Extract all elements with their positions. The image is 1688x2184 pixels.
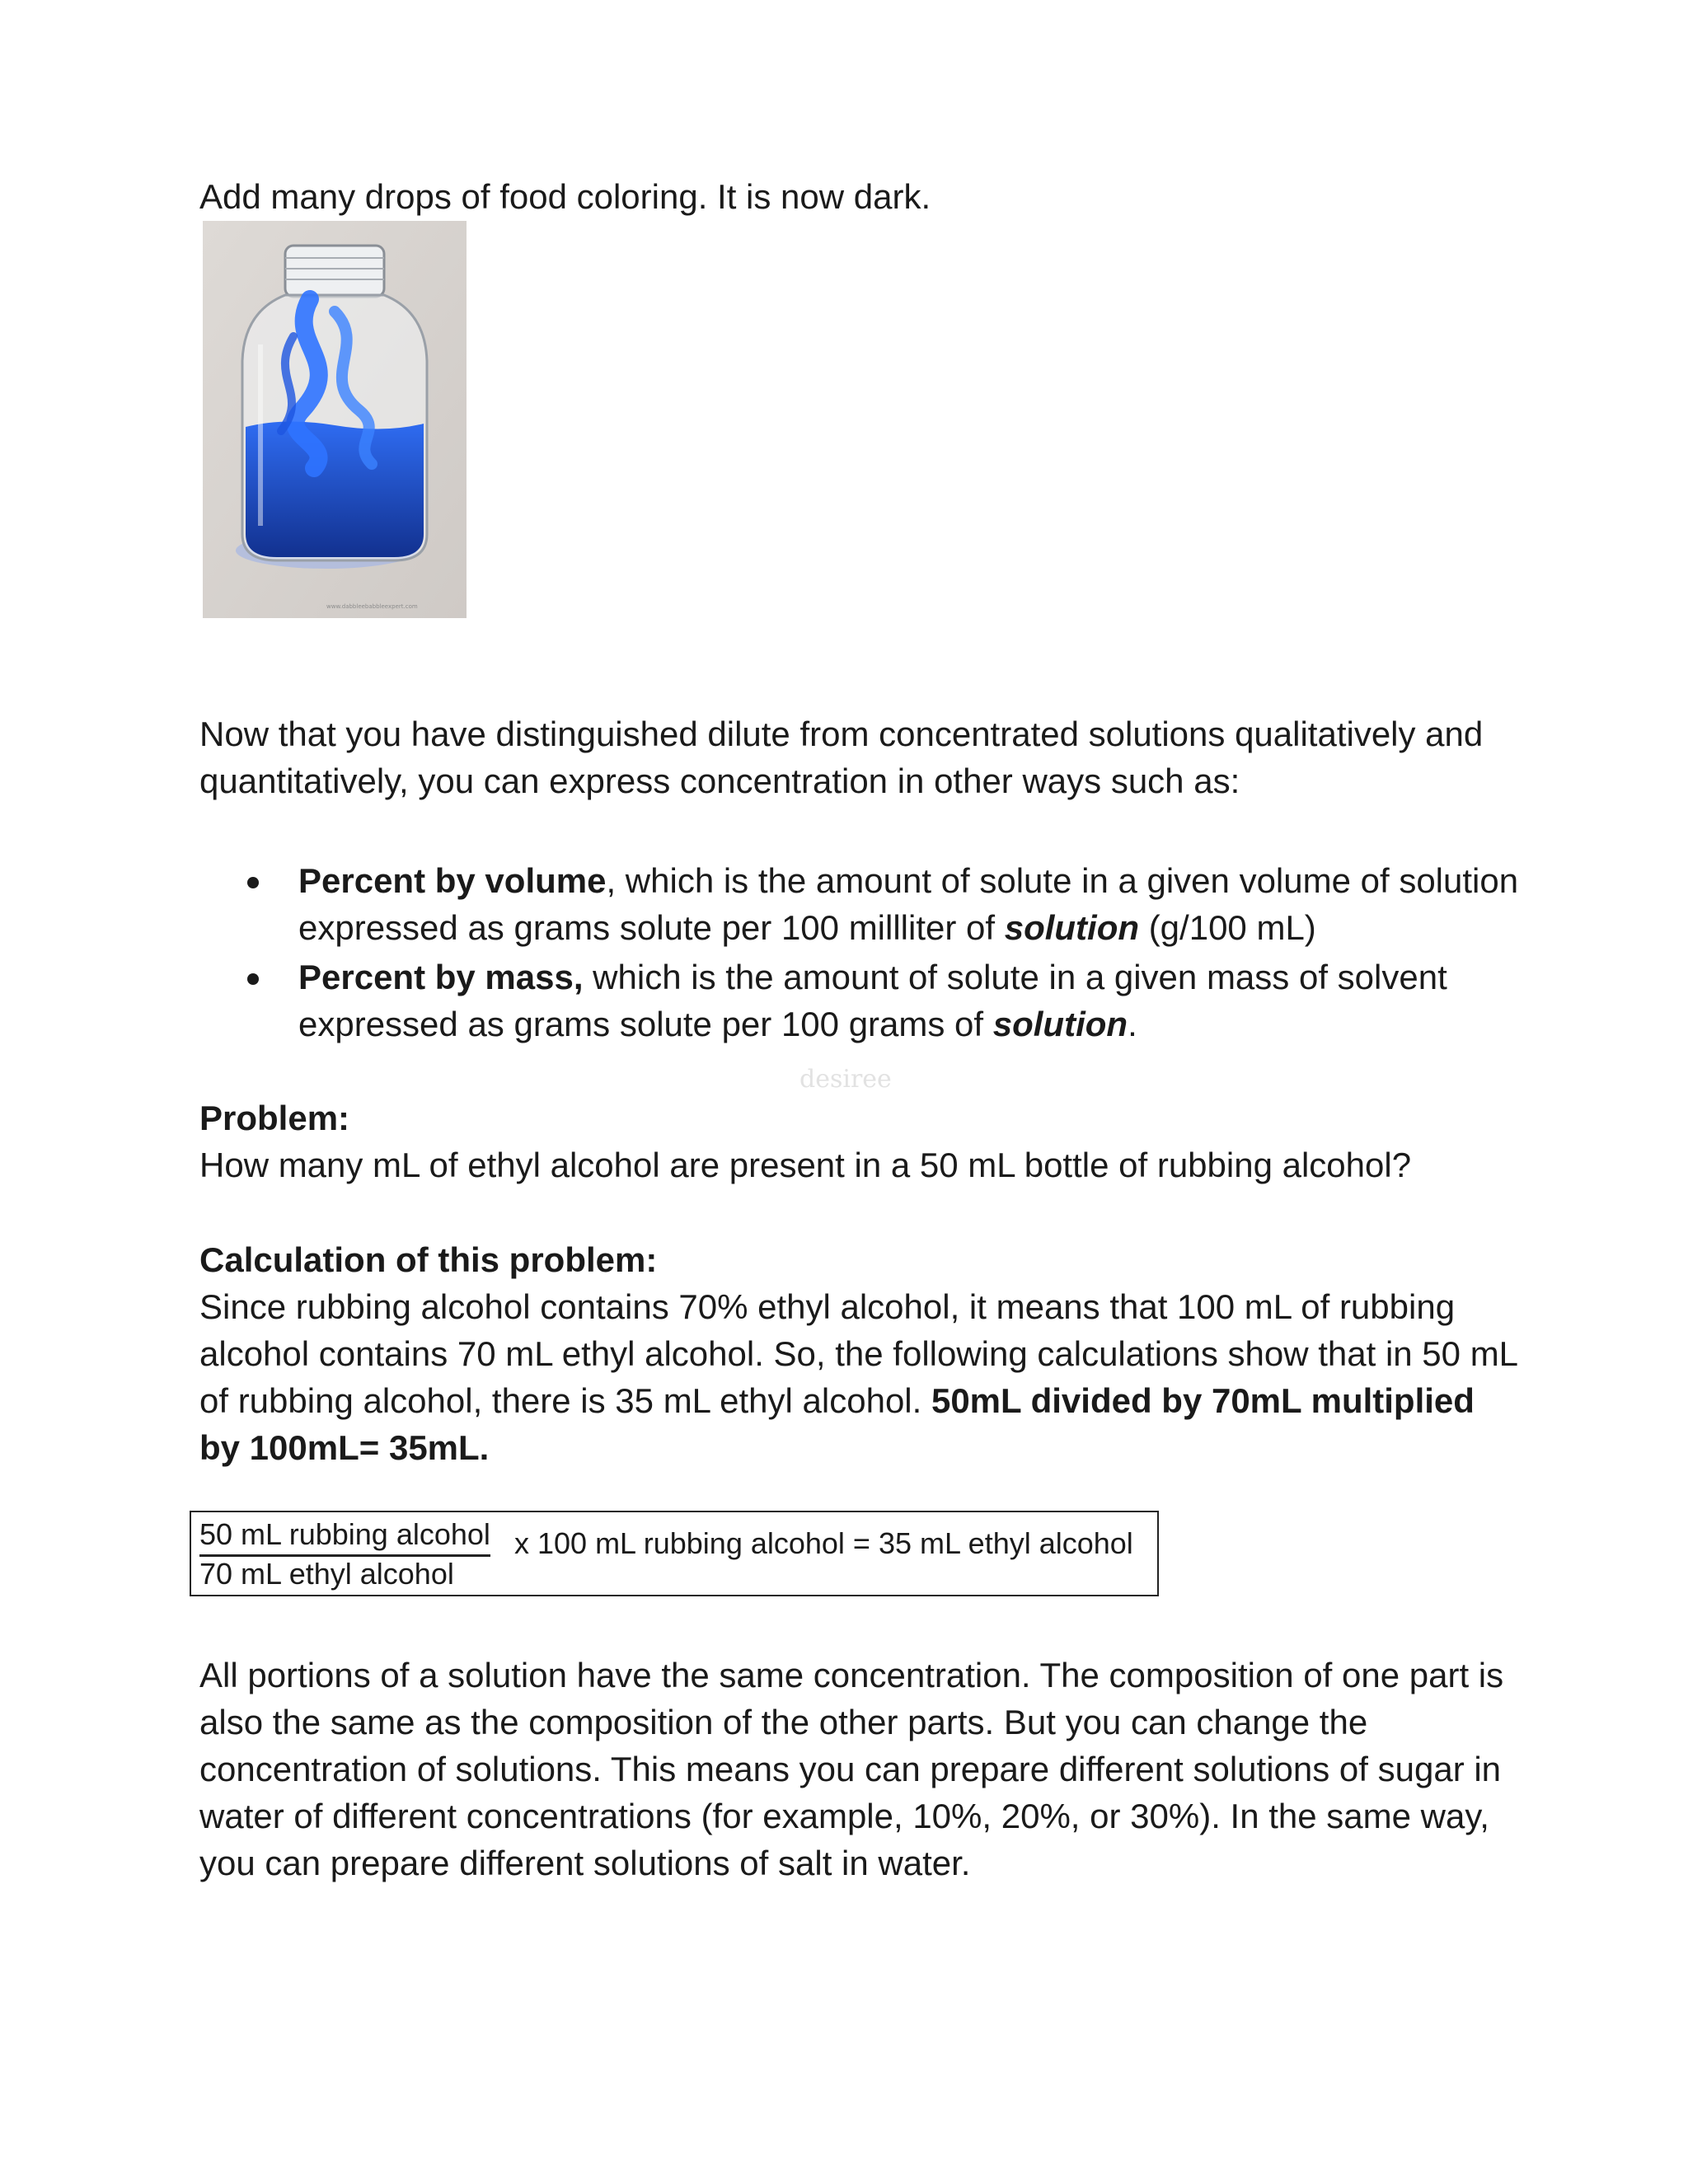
calculation-bold-summary: 50mL divided by 70mL multiplied by 100mL= 35mL.	[199, 1381, 1475, 1467]
fraction-numerator: 50 mL rubbing alcohol	[199, 1516, 490, 1557]
bullet-lead: Percent by volume	[298, 861, 607, 900]
calculation-heading: Calculation of this problem:	[199, 1240, 658, 1279]
bullet-percent-by-mass	[199, 954, 1584, 1047]
conclusion-paragraph: All portions of a solution have the same concentration. The composition of one part is also the same as the composition of the other parts. But you can change the concentration of solutions. This means you can prepare different solutions of sugar in water of different concentrations (for example, 10%, 20%, or 30%). In the same way, you can prepare different solutions of salt in water.	[199, 1656, 1504, 1882]
bullet-dot-icon	[247, 973, 259, 985]
photo-credit: www.dabbleebabbleexpert.com	[326, 603, 418, 610]
bullet-lead: Percent by mass,	[298, 958, 584, 996]
problem-question: How many mL of ethyl alcohol are present in a 50 mL bottle of rubbing alcohol?	[199, 1146, 1412, 1184]
bullet-text: , which is the amount of solute in a given volume of solution expressed as grams solute per 100 millliter of	[298, 861, 1519, 947]
intro-text: Add many drops of food coloring. It is now dark.	[199, 177, 931, 216]
bullet-emphasis: solution	[992, 1005, 1128, 1043]
fraction-denominator: 70 mL ethyl alcohol	[199, 1557, 454, 1591]
concentration-bullet-list	[199, 857, 1584, 1050]
food-coloring-jar-photo	[203, 221, 467, 618]
bullet-dot-icon	[247, 877, 259, 888]
problem-heading: Problem:	[199, 1099, 350, 1137]
bullet-tail: (g/100 mL)	[1139, 908, 1316, 947]
watermark-text: desiree	[799, 1065, 892, 1094]
bullet-tail: .	[1128, 1005, 1137, 1043]
calculation-paragraph	[199, 1283, 1518, 1471]
bullet-percent-by-volume	[199, 857, 1584, 951]
formula-box	[190, 1511, 1159, 1596]
concentration-intro-paragraph: Now that you have distinguished dilute from concentrated solutions qualitatively and quantitatively, you can express concentration in other ways such as:	[199, 715, 1484, 800]
calculation-text: Since rubbing alcohol contains 70% ethyl alcohol, it means that 100 mL of rubbing alcohol contains 70 mL ethyl alcohol. So, the following calculations show that in 50 mL of rubbing alcohol, there is 35 mL ethyl alcohol.	[199, 1287, 1517, 1420]
bullet-text: which is the amount of solute in a given mass of solvent expressed as grams solute per 100 grams of	[298, 958, 1447, 1043]
formula-result: x 100 mL rubbing alcohol = 35 mL ethyl alcohol	[514, 1526, 1133, 1560]
bullet-emphasis: solution	[1004, 908, 1140, 947]
